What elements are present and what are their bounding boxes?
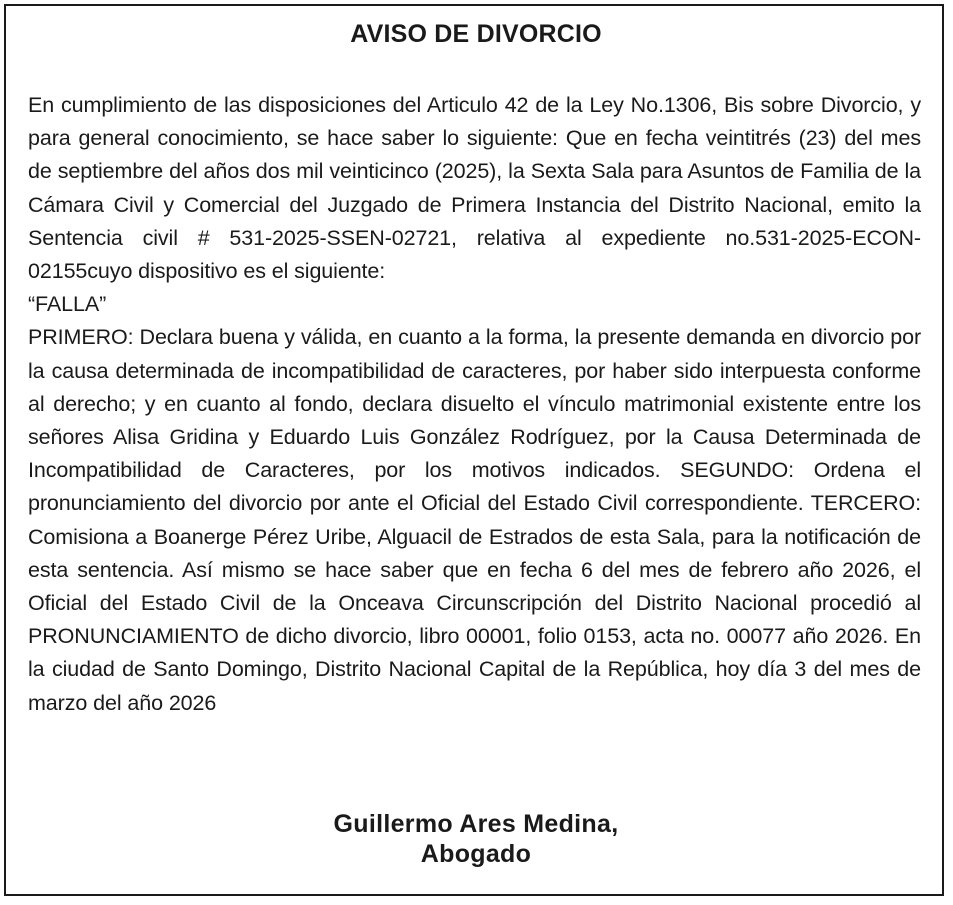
notice-title: AVISO DE DIVORCIO bbox=[350, 20, 602, 48]
intro-paragraph: En cumplimiento de las disposiciones del Articulo 42 de la Ley No.1306, Bis sobre Divorcio, y para general conocimiento, se hace saber lo siguiente: Que en fecha veintitrés (23) del mes de septiembre del años dos mil veinticinco (2025), la Sexta Sala para Asuntos de Familia de la Cámara Civil y Comercial del Juzgado de Primera Instancia del Distrito Nacional, emito la Sentencia civil # 531-2025-SSEN-02721, relativa al expediente no.531-2025-ECON-02155cuyo dispositivo es el siguiente: bbox=[28, 93, 921, 284]
signature-block bbox=[6, 809, 946, 869]
ruling-paragraph: PRIMERO: Declara buena y válida, en cuanto a la forma, la presente demanda en divorcio por la causa determinada de incompatibilidad de caracteres, por haber sido interpuesta conforme al derecho; y en cuanto al fondo, declara disuelto el vínculo matrimonial existente entre los señores Alisa Gridina y Eduardo Luis González Rodríguez, por la Causa Determinada de Incompatibilidad de Caracteres, por los motivos indicados. SEGUNDO: Ordena el pronunciamiento del divorcio por ante el Oficial del Estado Civil correspondiente. TERCERO: Comisiona a Boanerge Pérez Uribe, Alguacil de Estrados de esta Sala, para la notificación de esta sentencia. Así mismo se hace saber que en fecha 6 del mes de febrero año 2026, el Oficial del Estado Civil de la Onceava Circunscripción del Distrito Nacional procedió al PRONUNCIAMIENTO de dicho divorcio, libro 00001, folio 0153, acta no. 00077 año 2026. En la ciudad de Santo Domingo, Distrito Nacional Capital de la República, hoy día 3 del mes de marzo del año 2026 bbox=[28, 325, 921, 715]
falla-heading: “FALLA” bbox=[28, 292, 107, 317]
notice-frame bbox=[4, 4, 944, 896]
notice-body bbox=[28, 89, 921, 720]
signature-name: Guillermo Ares Medina, bbox=[333, 810, 619, 838]
signature-role: Abogado bbox=[420, 840, 532, 868]
